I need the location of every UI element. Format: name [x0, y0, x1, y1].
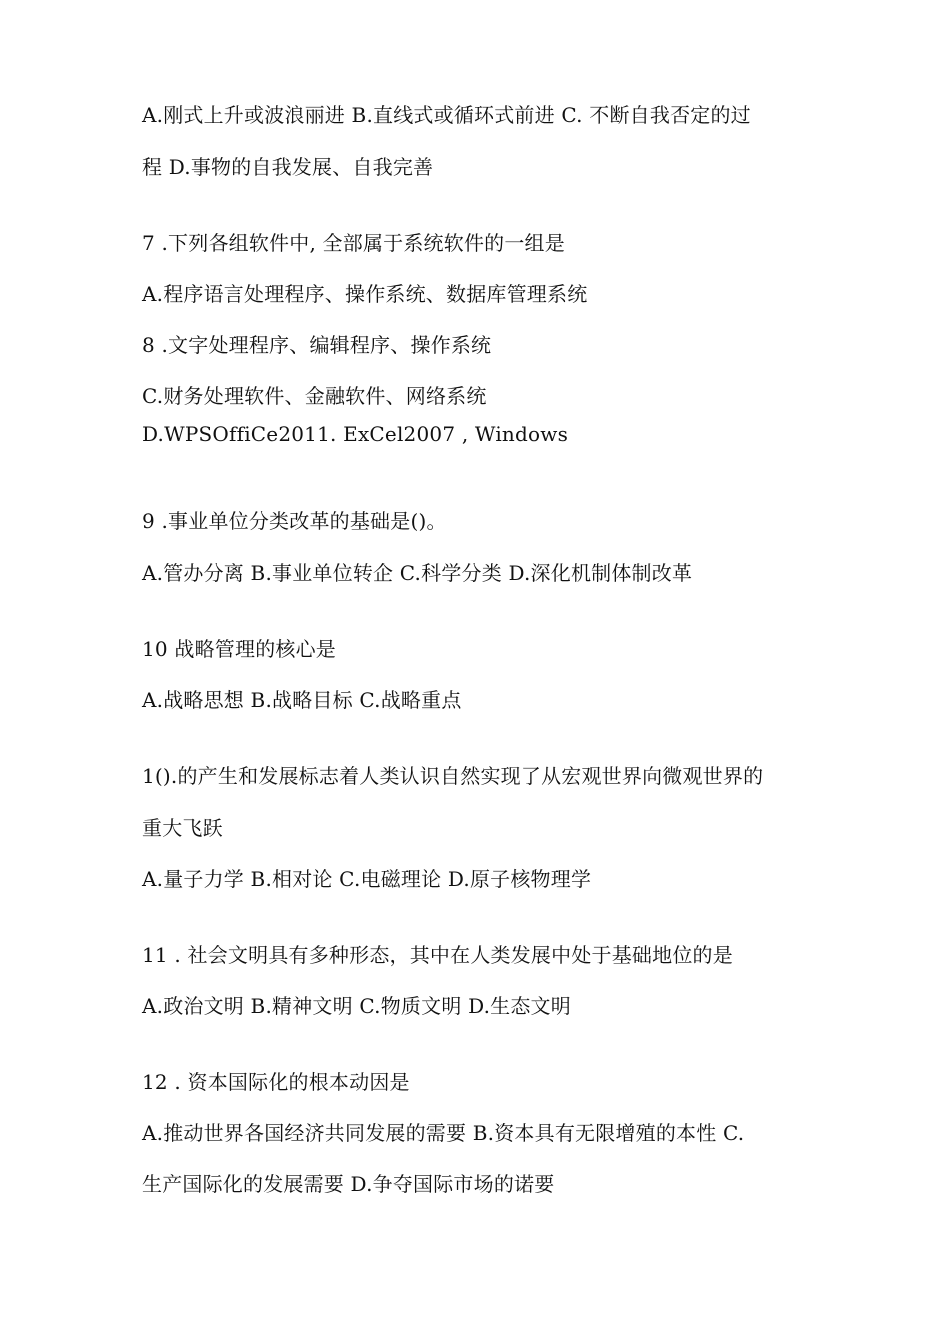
- question-12-stem: 12 . 资本国际化的根本动因是: [142, 1070, 410, 1094]
- question-10-options: A.战略思想 B.战略目标 C.战略重点: [142, 688, 462, 712]
- question-10b-stem-line-2: 重大飞跃: [142, 816, 223, 840]
- question-10b-options: A.量子力学 B.相对论 C.电磁理论 D.原子核物理学: [142, 867, 592, 891]
- question-7-option-b: 8 .文字处理程序、编辑程序、操作系统: [142, 333, 492, 357]
- question-9-options: A.管办分离 B.事业单位转企 C.科学分类 D.深化机制体制改革: [142, 561, 693, 585]
- question-9-stem: 9 .事业单位分类改革的基础是()。: [142, 509, 447, 533]
- question-10b-stem-line-1: 1().的产生和发展标志着人类认识自然实现了从宏观世界向微观世界的: [142, 764, 764, 788]
- question-12-options-line-1: A.推动世界各国经济共同发展的需要 B.资本具有无限增殖的本性 C.: [142, 1121, 745, 1145]
- question-6-options-line-1: A.刚式上升或波浪丽进 B.直线式或循环式前进 C. 不断自我否定的过: [142, 103, 751, 127]
- question-11-stem: 11 . 社会文明具有多种形态，其中在人类发展中处于基础地位的是: [142, 943, 733, 967]
- question-10-stem: 10 战略管理的核心是: [142, 637, 337, 661]
- question-12-options-line-2: 生产国际化的发展需要 D.争夺国际市场的诺要: [142, 1172, 555, 1196]
- question-7-option-d: D.WPSOffiCe2011. ExCel2007 , Windows: [142, 422, 569, 446]
- question-7-stem: 7 .下列各组软件中, 全部属于系统软件的一组是: [142, 231, 565, 255]
- question-7-option-c: C.财务处理软件、金融软件、网络系统: [142, 384, 487, 408]
- question-11-options: A.政治文明 B.精神文明 C.物质文明 D.生态文明: [142, 994, 571, 1018]
- question-7-option-a: A.程序语言处理程序、操作系统、数据库管理系统: [142, 282, 588, 306]
- question-6-options-line-2: 程 D.事物的自我发展、自我完善: [142, 155, 434, 179]
